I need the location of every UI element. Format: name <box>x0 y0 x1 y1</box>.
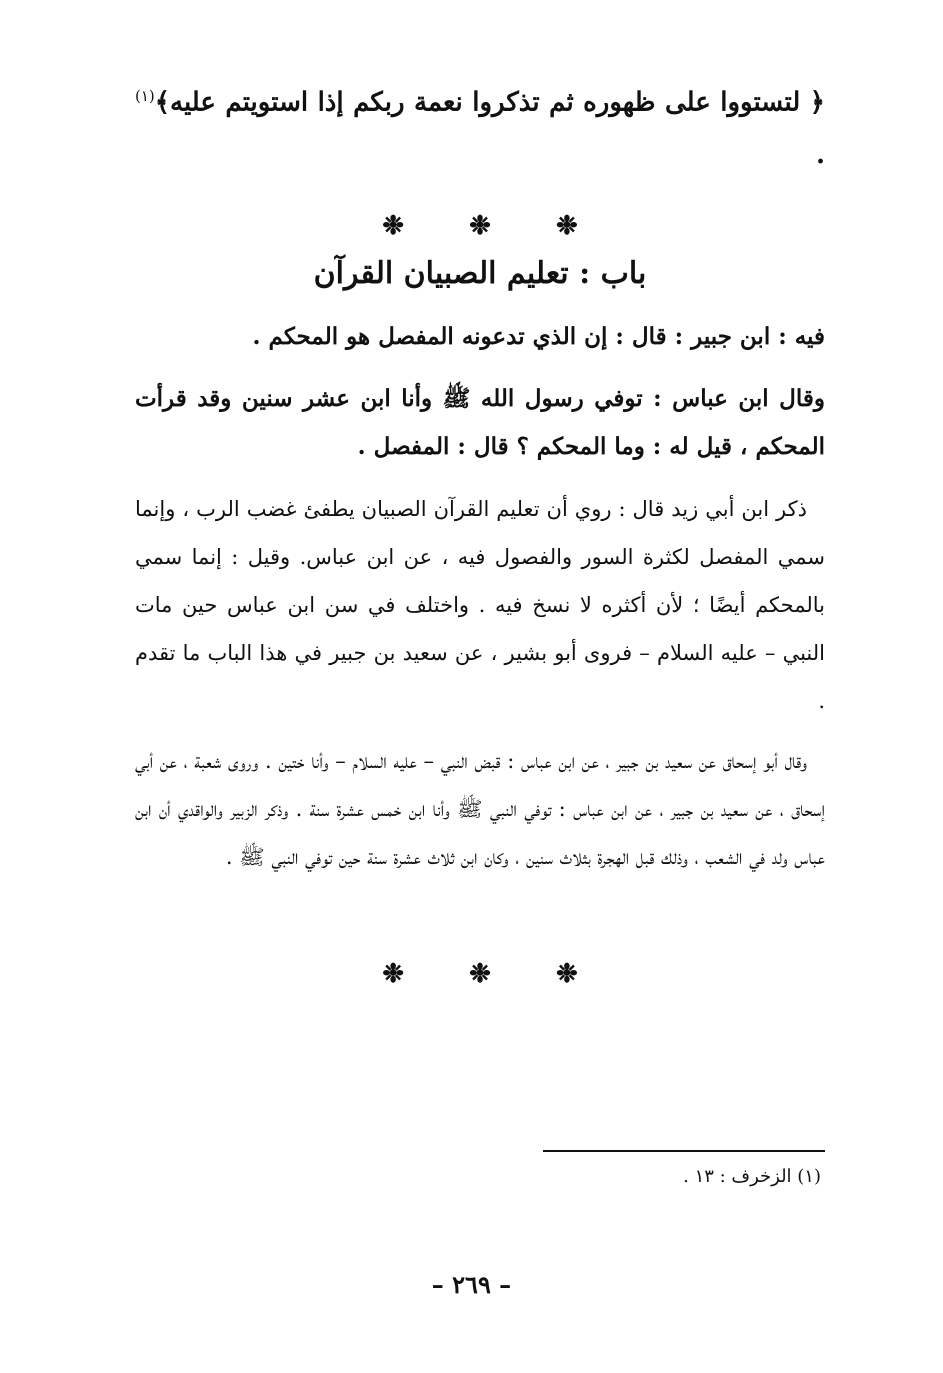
footnote: (١) الزخرف : ١٣ . <box>683 1166 821 1187</box>
star-ornament: ❉ <box>382 958 405 989</box>
hadith-paragraph-1: فيه : ابن جبير : قال : إن الذي تدعونه المفصل هو المحكم . <box>252 322 825 350</box>
star-ornament: ❉ <box>469 210 491 241</box>
commentary-paragraph-2: وقال أبو إسحاق عن سعيد بن جبير ، عن ابن عباس : قبض النبي – عليه السلام – وأنا ختين . وروى شعبة ، عن أبي إسحاق ، عن سعيد بن جبير ، عن ابن عباس : توفي النبي ﷺ وأنا ابن خمس عشرة سنة . وذكر الزبير والواقدي أن ابن عباس ولد في الشعب ، وذلك قبل الهجرة بثلاث سنين ، وكان ابن ثلاث عشرة سنة حين توفي النبي ﷺ . <box>135 748 825 869</box>
section-separator-bottom <box>135 959 825 989</box>
star-ornament: ❉ <box>382 210 405 241</box>
footnote-reference: (١) <box>135 87 155 105</box>
chapter-title: باب : تعليم الصبيان القرآن <box>313 255 647 291</box>
star-ornament: ❉ <box>555 958 578 989</box>
page-body <box>135 70 825 997</box>
section-separator-top <box>135 211 825 241</box>
verse-text: ﴿ لتستووا على ظهوره ثم تذكروا نعمة ربكم إذا استويتم عليه﴾ <box>154 87 825 118</box>
footnote-divider <box>543 1150 825 1152</box>
star-ornament: ❉ <box>555 210 578 241</box>
verse-end: . <box>815 139 825 170</box>
commentary-paragraph-1: ذكر ابن أبي زيد قال : روي أن تعليم القرآن الصبيان يطفئ غضب الرب ، وإنما سمي المفصل لكثرة السور والفصول فيه ، عن ابن عباس. وقيل : إنما سمي بالمحكم أيضًا ؛ لأن أكثره لا نسخ فيه . واختلف في سن ابن عباس حين مات النبي – عليه السلام – فروى أبو بشير ، عن سعيد بن جبير في هذا الباب ما تقدم . <box>135 496 825 713</box>
page-number: – ٢٦٩ – <box>431 1270 512 1299</box>
star-ornament: ❉ <box>469 958 491 989</box>
hadith-paragraph-2: وقال ابن عباس : توفي رسول الله ﷺ وأنا ابن عشر سنين وقد قرأت المحكم ، قيل له : وما المحكم ؟ قال : المفصل . <box>135 384 825 460</box>
quran-verse <box>135 70 825 181</box>
